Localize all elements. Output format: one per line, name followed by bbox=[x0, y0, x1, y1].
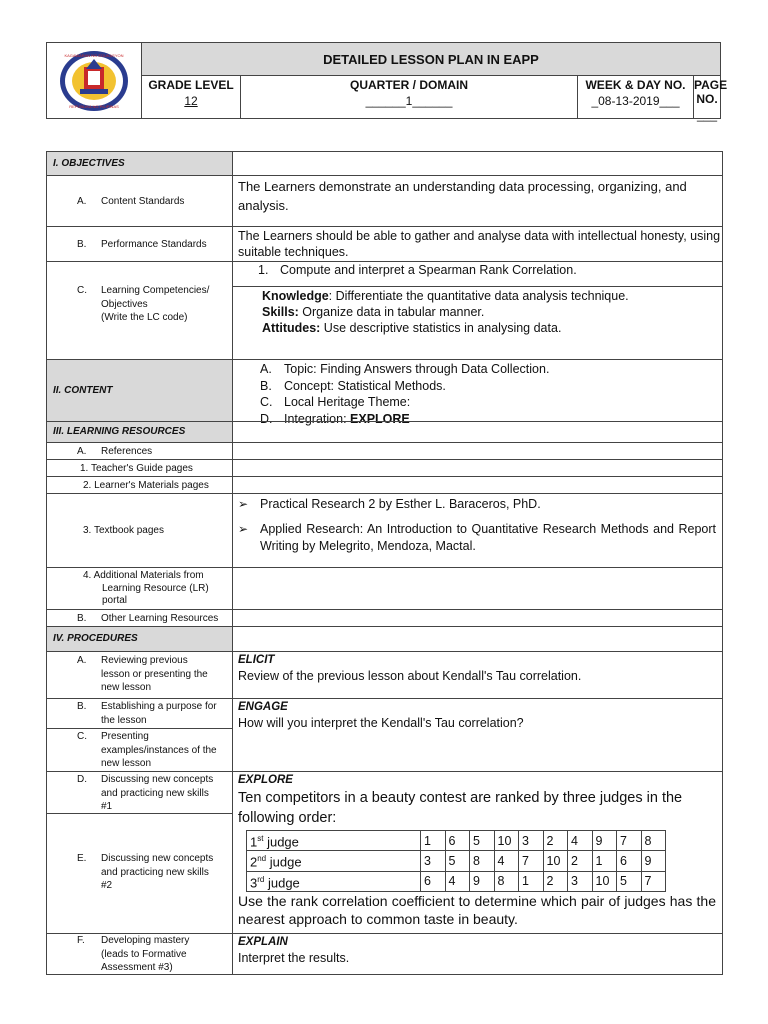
rank-cell: 2 bbox=[568, 851, 593, 871]
logo-cell bbox=[47, 43, 142, 118]
page-no-cell bbox=[694, 76, 728, 122]
rank-cell: 9 bbox=[470, 871, 495, 891]
rank-cell: 10 bbox=[543, 851, 568, 871]
grade-level-label: GRADE LEVEL bbox=[148, 78, 234, 92]
rank-cell: 9 bbox=[592, 831, 617, 851]
grade-level-cell bbox=[142, 76, 241, 118]
arrow-bullet-icon: ➢ bbox=[238, 522, 249, 536]
grade-level-value: 12 bbox=[184, 94, 198, 108]
rank-cell: 5 bbox=[470, 831, 495, 851]
rank-cell: 6 bbox=[421, 871, 446, 891]
content-list: A. Topic: Finding Answers through Data Collection. B. Concept: Statistical Methods. C. Local Heritage Theme: D. Integration: EXPLORE bbox=[260, 362, 550, 426]
section-heading: III. LEARNING RESOURCES bbox=[47, 422, 233, 442]
resources-section-row bbox=[46, 421, 723, 442]
deped-seal-icon bbox=[58, 49, 130, 113]
rank-cell: 3 bbox=[421, 851, 446, 871]
lc-item: 1. Compute and interpret a Spearman Rank Correlation. bbox=[233, 262, 722, 287]
arrow-bullet-icon: ➢ bbox=[238, 497, 249, 511]
rank-cell: 3 bbox=[519, 831, 544, 851]
lc-objectives: Knowledge: Differentiate the quantitative data analysis technique. Skills: Organize data in tabular manner. Attitudes: Use descriptive statistics in analysing data. bbox=[262, 289, 629, 335]
objectives-section-row bbox=[46, 151, 723, 175]
content-standards-label: A. Content Standards bbox=[47, 176, 233, 226]
rank-cell: 7 bbox=[641, 871, 666, 891]
rank-cell: 1 bbox=[421, 831, 446, 851]
rank-cell: 6 bbox=[617, 851, 642, 871]
rank-cell: 8 bbox=[470, 851, 495, 871]
rank-cell: 5 bbox=[617, 871, 642, 891]
learners-materials-row: 2. Learner's Materials pages bbox=[46, 476, 723, 493]
references-row: A. References bbox=[46, 442, 723, 459]
rank-cell: 6 bbox=[445, 831, 470, 851]
learning-competencies-row bbox=[46, 261, 723, 359]
rank-cell: 2 bbox=[543, 871, 568, 891]
rank-cell: 7 bbox=[617, 831, 642, 851]
list-item: ➢ Applied Research: An Introduction to Quantitative Research Methods and Report Writing by Melegrito, Mendoza, Mactal. bbox=[238, 522, 716, 553]
rank-cell: 4 bbox=[568, 831, 593, 851]
textbook-pages-row: 3. Textbook pages ➢ Practical Research 2 by Esther L. Baraceros, PhD. ➢ Applied Research: An Introduction to Quantitative Research Methods and Report Writing by Melegrito, Mendoza, Mactal. bbox=[46, 493, 723, 567]
rank-cell: 5 bbox=[445, 851, 470, 871]
quarter-cell bbox=[241, 76, 578, 118]
judge-name: 1st judge bbox=[247, 831, 421, 851]
table-row bbox=[247, 851, 666, 871]
week-day-label: WEEK & DAY NO. bbox=[585, 78, 686, 92]
svg-text:KAGAWARAN NG EDUKASYON: KAGAWARAN NG EDUKASYON bbox=[64, 53, 124, 58]
content-standards-text: The Learners demonstrate an understanding data processing, organizing, and analysis. bbox=[238, 179, 687, 213]
other-resources-row: B. Other Learning Resources bbox=[46, 609, 723, 626]
section-heading: I. OBJECTIVES bbox=[47, 152, 233, 175]
additional-materials-row: 4. Additional Materials from Learning Resource (LR) portal bbox=[46, 567, 723, 609]
week-day-cell bbox=[578, 76, 694, 118]
procedure-d-e-row: D. Discussing new concepts and practicing new skills #1 E. Discussing new concepts and practicing new skills #2 EXPLORE Ten competitors in a beauty contest are ranked by three judges in the following order: 1st judge 1 6 5 10 3 2 4 9 7 8 2nd judge 3 5 8 4 7 10 2 1 6 9 3rd judge 6 4 9 8 1 2 3 10 5 7 Use the rank correlation coefficient to determine which pair of judges has the nearest approach to common taste in beauty. bbox=[46, 771, 723, 933]
rank-cell: 4 bbox=[445, 871, 470, 891]
learning-competencies-label: C. Learning Competencies/ Objectives (Write the LC code) bbox=[47, 262, 233, 359]
section-heading: IV. PROCEDURES bbox=[47, 627, 233, 651]
rank-cell: 10 bbox=[592, 871, 617, 891]
quarter-label: QUARTER / DOMAIN bbox=[350, 78, 468, 92]
list-item: ➢ Practical Research 2 by Esther L. Baraceros, PhD. bbox=[238, 497, 541, 511]
content-standards-row bbox=[46, 175, 723, 226]
page-no-label: PAGE NO. bbox=[694, 78, 728, 106]
rank-cell: 1 bbox=[592, 851, 617, 871]
header-table bbox=[46, 42, 728, 122]
rank-cell: 9 bbox=[641, 851, 666, 871]
table-row bbox=[247, 871, 666, 891]
rank-cell: 8 bbox=[641, 831, 666, 851]
procedure-a-row: A. Reviewing previous lesson or presenting the new lesson ELICIT Review of the previous lesson about Kendall's Tau correlation. bbox=[46, 651, 723, 698]
content-row bbox=[46, 359, 723, 426]
quarter-value: ______1______ bbox=[365, 94, 453, 108]
rank-cell: 8 bbox=[494, 871, 519, 891]
judge-name: 2nd judge bbox=[247, 851, 421, 871]
table-row bbox=[247, 831, 666, 851]
section-heading: II. CONTENT bbox=[47, 360, 233, 421]
rank-cell: 1 bbox=[519, 871, 544, 891]
judges-ranking-table bbox=[246, 830, 666, 892]
procedures-section-row bbox=[46, 626, 723, 651]
page-title: DETAILED LESSON PLAN IN EAPP bbox=[142, 43, 720, 76]
teachers-guide-row: 1. Teacher's Guide pages bbox=[46, 459, 723, 476]
rank-cell: 3 bbox=[568, 871, 593, 891]
procedure-f-row: F. Developing mastery (leads to Formative Assessment #3) EXPLAIN Interpret the results. bbox=[46, 933, 723, 975]
rank-cell: 4 bbox=[494, 851, 519, 871]
page-no-value: ___ bbox=[696, 108, 718, 122]
rank-cell: 7 bbox=[519, 851, 544, 871]
performance-standards-row bbox=[46, 226, 723, 261]
performance-standards-text: The Learners should be able to gather and analyse data with intellectual honesty, using suitable techniques. bbox=[238, 229, 721, 259]
rank-cell: 2 bbox=[543, 831, 568, 851]
judge-name: 3rd judge bbox=[247, 871, 421, 891]
rank-cell: 10 bbox=[494, 831, 519, 851]
svg-text:REPUBLIKA NG PILIPINAS: REPUBLIKA NG PILIPINAS bbox=[69, 104, 119, 109]
performance-standards-label: B. Performance Standards bbox=[47, 227, 233, 261]
week-day-value: _08-13-2019___ bbox=[591, 94, 680, 108]
procedure-b-c-row: B. Establishing a purpose for the lesson C. Presenting examples/instances of the new lesson ENGAGE How will you interpret the Kendall's Tau correlation? bbox=[46, 698, 723, 771]
